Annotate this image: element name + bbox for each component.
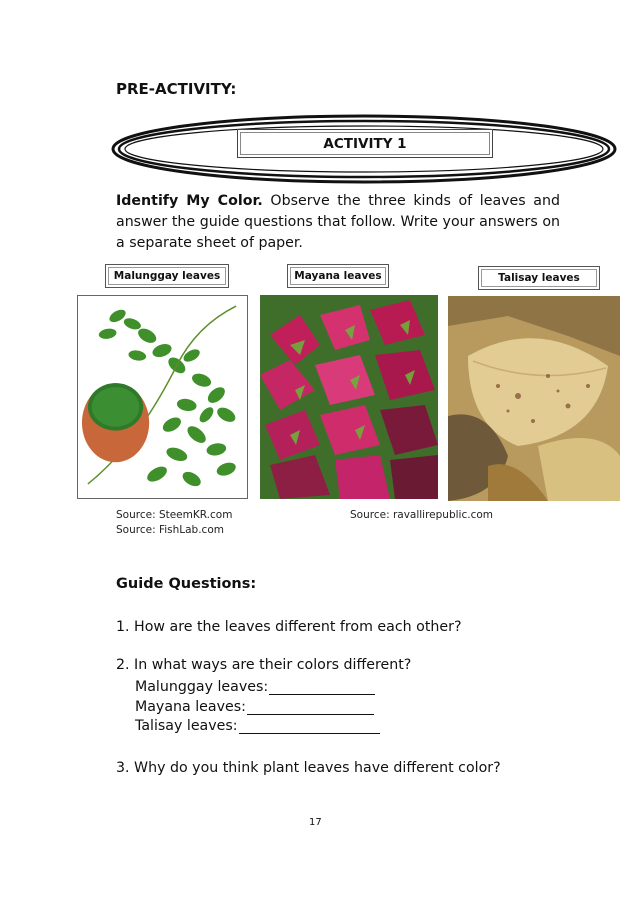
malunggay-blank (269, 679, 375, 695)
page-number: 17 (309, 817, 322, 828)
question-3: 3. Why do you think plant leaves have different color? (116, 760, 501, 776)
mayana-label: Mayana leaves (287, 264, 389, 288)
talisay-label: Talisay leaves (478, 266, 600, 290)
intro-heading: Identify My Color. (116, 193, 263, 209)
source-fishlab: Source: FishLab.com (116, 524, 224, 536)
malunggay-label: Malunggay leaves (105, 264, 229, 288)
question-1: 1. How are the leaves different from each other? (116, 619, 462, 635)
malunggay-answer-label: Malunggay leaves: (135, 679, 269, 695)
talisay-photo (448, 296, 620, 501)
intro-text: Observe the three kinds of leaves and answer the guide questions that follow. Write your answers on a separate sheet of paper. (116, 193, 560, 251)
source-ravallirepublic: Source: ravallirepublic.com (350, 509, 493, 521)
activity-title: ACTIVITY 1 (237, 129, 493, 158)
intro-paragraph (116, 191, 560, 254)
source-steemkr: Source: SteemKR.com (116, 509, 233, 521)
mayana-photo (260, 295, 438, 499)
talisay-blank (239, 718, 380, 734)
answer-line-mayana (135, 699, 374, 715)
guide-questions-title: Guide Questions: (116, 576, 257, 592)
mayana-blank (247, 699, 374, 715)
section-title: PRE-ACTIVITY: (116, 80, 237, 98)
answer-line-malunggay (135, 679, 375, 695)
talisay-answer-label: Talisay leaves: (135, 718, 238, 734)
malunggay-photo (77, 295, 248, 499)
mayana-answer-label: Mayana leaves: (135, 699, 246, 715)
answer-line-talisay (135, 718, 380, 734)
question-2: 2. In what ways are their colors different? (116, 657, 412, 673)
